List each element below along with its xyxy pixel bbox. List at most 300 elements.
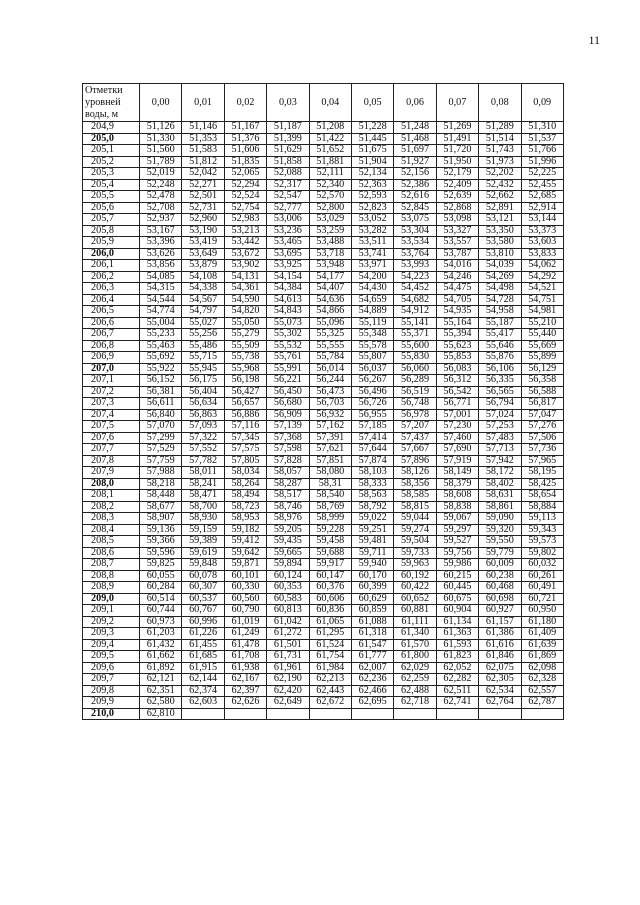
level-cell: 207,6 [83,432,140,444]
level-cell: 206,9 [83,352,140,364]
value-cell: 61,065 [309,616,351,628]
table-header-row [83,84,564,122]
table-row [83,317,564,329]
column-header: 0,07 [436,84,478,122]
value-cell: 55,715 [182,352,224,364]
value-cell: 52,111 [309,168,351,180]
value-cell: 57,483 [479,432,521,444]
value-cell: 60,744 [140,605,182,617]
value-cell: 54,292 [521,271,563,283]
value-cell: 51,208 [309,122,351,134]
table-row [83,547,564,559]
value-cell: 59,573 [521,536,563,548]
value-cell: 51,353 [182,133,224,145]
table-row [83,455,564,467]
value-cell: 60,330 [224,582,266,594]
value-cell: 60,192 [394,570,436,582]
value-cell: 62,259 [394,674,436,686]
value-cell: 61,938 [224,662,266,674]
level-cell: 205,6 [83,202,140,214]
value-cell: 58,563 [351,490,393,502]
value-cell: 62,603 [182,697,224,709]
value-cell: 57,162 [309,421,351,433]
value-cell: 62,374 [182,685,224,697]
value-cell: 54,567 [182,294,224,306]
value-cell: 57,874 [351,455,393,467]
value-cell: 53,764 [394,248,436,260]
value-cell: 56,404 [182,386,224,398]
value-cell: 58,241 [182,478,224,490]
value-cell: 54,797 [182,306,224,318]
level-cell: 206,3 [83,283,140,295]
value-cell: 52,845 [394,202,436,214]
value-cell: 53,718 [309,248,351,260]
value-cell: 54,935 [436,306,478,318]
value-cell: 57,644 [351,444,393,456]
value-cell: 54,958 [479,306,521,318]
value-cell [436,708,478,720]
value-cell: 60,836 [309,605,351,617]
value-cell: 59,688 [309,547,351,559]
value-cell: 57,965 [521,455,563,467]
value-cell: 52,891 [479,202,521,214]
value-cell: 57,001 [436,409,478,421]
value-cell: 61,593 [436,639,478,651]
value-cell: 61,685 [182,651,224,663]
value-cell: 54,981 [521,306,563,318]
value-cell: 62,167 [224,674,266,686]
value-cell: 56,703 [309,398,351,410]
value-cell: 51,720 [436,145,478,157]
value-cell: 59,848 [182,559,224,571]
value-cell: 55,348 [351,329,393,341]
value-cell: 57,276 [521,421,563,433]
value-cell: 56,680 [267,398,309,410]
value-cell: 56,542 [436,386,478,398]
level-cell: 208,3 [83,513,140,525]
value-cell: 55,853 [436,352,478,364]
value-cell [224,708,266,720]
value-cell: 62,007 [351,662,393,674]
value-cell: 52,386 [394,179,436,191]
value-cell: 56,450 [267,386,309,398]
value-cell: 54,774 [140,306,182,318]
value-cell: 62,557 [521,685,563,697]
value-cell: 56,726 [351,398,393,410]
value-cell: 58,011 [182,467,224,479]
column-header: 0,08 [479,84,521,122]
value-cell: 59,802 [521,547,563,559]
value-cell: 60,927 [479,605,521,617]
value-cell: 59,642 [224,547,266,559]
value-cell: 57,322 [182,432,224,444]
value-cell: 59,343 [521,524,563,536]
value-cell: 56,289 [394,375,436,387]
value-cell: 53,465 [267,237,309,249]
value-cell: 51,514 [479,133,521,145]
value-cell: 58,585 [394,490,436,502]
value-cell: 51,858 [267,156,309,168]
value-cell [479,708,521,720]
value-cell: 62,466 [351,685,393,697]
value-cell: 59,159 [182,524,224,536]
value-cell: 58,195 [521,467,563,479]
value-cell: 53,167 [140,225,182,237]
table-row [83,260,564,272]
value-cell: 60,950 [521,605,563,617]
value-cell: 54,108 [182,271,224,283]
value-cell: 57,896 [394,455,436,467]
level-cell: 207,3 [83,398,140,410]
value-cell: 56,932 [309,409,351,421]
value-cell: 56,267 [351,375,393,387]
value-cell: 60,675 [436,593,478,605]
value-cell: 61,088 [351,616,393,628]
value-cell: 54,866 [309,306,351,318]
value-cell: 51,927 [394,156,436,168]
value-cell: 53,488 [309,237,351,249]
table-row [83,375,564,387]
value-cell: 60,698 [479,593,521,605]
value-cell: 54,039 [479,260,521,272]
value-cell: 60,537 [182,593,224,605]
value-cell: 61,226 [182,628,224,640]
value-cell: 61,524 [309,639,351,651]
value-cell: 62,351 [140,685,182,697]
value-cell: 56,312 [436,375,478,387]
level-cell: 209,6 [83,662,140,674]
value-cell [309,708,351,720]
value-cell: 62,649 [267,697,309,709]
value-cell: 58,494 [224,490,266,502]
value-cell: 55,141 [394,317,436,329]
value-cell: 62,305 [479,674,521,686]
table-row [83,593,564,605]
value-cell: 59,044 [394,513,436,525]
value-cell: 59,550 [479,536,521,548]
value-cell: 53,304 [394,225,436,237]
level-cell: 206,8 [83,340,140,352]
value-cell: 55,991 [267,363,309,375]
value-cell: 53,259 [309,225,351,237]
value-cell: 52,455 [521,179,563,191]
value-cell: 62,029 [394,662,436,674]
table-row [83,605,564,617]
value-cell: 55,669 [521,340,563,352]
value-cell: 56,427 [224,386,266,398]
value-cell: 62,672 [309,697,351,709]
value-cell: 60,422 [394,582,436,594]
value-cell: 53,580 [479,237,521,249]
value-cell: 55,050 [224,317,266,329]
table-row [83,294,564,306]
table-row [83,340,564,352]
level-cell: 207,9 [83,467,140,479]
level-cell: 209,8 [83,685,140,697]
value-cell: 55,371 [394,329,436,341]
value-cell: 53,373 [521,225,563,237]
value-cell: 60,491 [521,582,563,594]
value-cell: 58,769 [309,501,351,513]
value-cell: 60,721 [521,593,563,605]
value-cell: 62,534 [479,685,521,697]
value-cell: 57,299 [140,432,182,444]
value-cell: 61,180 [521,616,563,628]
level-cell: 205,7 [83,214,140,226]
value-cell: 55,945 [182,363,224,375]
level-cell: 207,5 [83,421,140,433]
value-cell: 60,124 [267,570,309,582]
value-cell: 55,394 [436,329,478,341]
table-row [83,329,564,341]
level-cell: 206,4 [83,294,140,306]
value-cell: 52,983 [224,214,266,226]
value-cell: 59,022 [351,513,393,525]
level-cell: 205,3 [83,168,140,180]
value-cell: 62,236 [351,674,393,686]
value-cell: 59,136 [140,524,182,536]
value-cell: 56,886 [224,409,266,421]
value-cell: 51,422 [309,133,351,145]
value-cell: 59,090 [479,513,521,525]
value-cell: 55,578 [351,340,393,352]
value-cell: 51,789 [140,156,182,168]
value-cell: 52,937 [140,214,182,226]
table-row [83,214,564,226]
value-cell: 58,861 [479,501,521,513]
value-cell: 51,743 [479,145,521,157]
value-cell: 52,524 [224,191,266,203]
value-cell: 58,700 [182,501,224,513]
table-row [83,708,564,720]
value-cell: 53,787 [436,248,478,260]
value-cell: 54,682 [394,294,436,306]
value-cell: 62,626 [224,697,266,709]
level-cell: 207,2 [83,386,140,398]
value-cell: 60,009 [479,559,521,571]
value-cell: 54,544 [140,294,182,306]
value-cell: 56,771 [436,398,478,410]
value-cell: 56,657 [224,398,266,410]
table-row [83,524,564,536]
value-cell: 55,187 [479,317,521,329]
value-cell: 54,843 [267,306,309,318]
value-cell: 60,284 [140,582,182,594]
value-cell: 51,996 [521,156,563,168]
value-cell: 52,731 [182,202,224,214]
value-cell: 55,164 [436,317,478,329]
value-cell: 55,486 [182,340,224,352]
value-cell: 59,251 [351,524,393,536]
value-cell: 57,529 [140,444,182,456]
value-cell: 53,327 [436,225,478,237]
value-cell: 60,399 [351,582,393,594]
value-cell: 56,473 [309,386,351,398]
value-cell: 57,851 [309,455,351,467]
value-cell: 54,728 [479,294,521,306]
value-cell: 52,363 [351,179,393,191]
value-cell: 53,695 [267,248,309,260]
value-cell: 52,800 [309,202,351,214]
value-cell: 52,317 [267,179,309,191]
value-cell: 55,532 [267,340,309,352]
value-cell: 52,593 [351,191,393,203]
value-cell: 55,784 [309,352,351,364]
value-cell: 61,340 [394,628,436,640]
table-row [83,248,564,260]
value-cell: 60,767 [182,605,224,617]
value-cell: 58,333 [351,478,393,490]
value-cell: 59,733 [394,547,436,559]
value-cell: 57,047 [521,409,563,421]
value-cell: 60,147 [309,570,351,582]
value-cell: 59,711 [351,547,393,559]
value-cell: 53,511 [351,237,393,249]
level-cell: 208,2 [83,501,140,513]
value-cell: 58,723 [224,501,266,513]
table-row [83,283,564,295]
value-cell: 60,445 [436,582,478,594]
value-cell: 57,942 [479,455,521,467]
level-cell: 204,9 [83,122,140,134]
value-cell: 59,756 [436,547,478,559]
value-cell: 51,560 [140,145,182,157]
value-cell: 54,636 [309,294,351,306]
value-cell: 55,646 [479,340,521,352]
level-cell: 205,5 [83,191,140,203]
value-cell: 53,350 [479,225,521,237]
value-cell: 57,253 [479,421,521,433]
value-cell: 51,881 [309,156,351,168]
value-cell: 57,782 [182,455,224,467]
value-cell: 60,078 [182,570,224,582]
value-cell: 61,295 [309,628,351,640]
value-cell: 61,961 [267,662,309,674]
value-cell: 52,960 [182,214,224,226]
value-cell: 58,654 [521,490,563,502]
value-cell: 53,213 [224,225,266,237]
value-cell: 54,384 [267,283,309,295]
value-cell: 58,425 [521,478,563,490]
table-row [83,306,564,318]
value-cell: 58,379 [436,478,478,490]
level-cell: 208,6 [83,547,140,559]
value-cell: 51,697 [394,145,436,157]
value-cell: 58,218 [140,478,182,490]
value-cell: 56,037 [351,363,393,375]
value-cell: 54,407 [309,283,351,295]
value-cell: 59,940 [351,559,393,571]
value-cell: 56,358 [521,375,563,387]
level-cell: 208,4 [83,524,140,536]
value-cell: 52,501 [182,191,224,203]
value-cell: 55,279 [224,329,266,341]
value-cell: 53,052 [351,214,393,226]
value-cell: 53,741 [351,248,393,260]
value-cell: 54,521 [521,283,563,295]
value-cell: 61,432 [140,639,182,651]
value-cell: 58,356 [394,478,436,490]
value-cell: 61,318 [351,628,393,640]
value-cell: 60,583 [267,593,309,605]
value-cell: 61,754 [309,651,351,663]
value-cell: 55,509 [224,340,266,352]
table-row [83,513,564,525]
value-cell: 54,016 [436,260,478,272]
page-number: 11 [588,33,600,47]
value-cell: 62,144 [182,674,224,686]
value-cell: 52,432 [479,179,521,191]
value-cell: 54,705 [436,294,478,306]
value-cell: 58,149 [436,467,478,479]
value-cell: 57,230 [436,421,478,433]
value-cell: 58,448 [140,490,182,502]
value-cell: 59,320 [479,524,521,536]
table-row [83,352,564,364]
value-cell: 57,575 [224,444,266,456]
value-cell: 60,307 [182,582,224,594]
value-cell: 52,042 [182,168,224,180]
value-cell: 53,810 [479,248,521,260]
column-header: 0,02 [224,84,266,122]
value-cell: 57,506 [521,432,563,444]
value-cell: 61,203 [140,628,182,640]
value-cell: 56,175 [182,375,224,387]
value-cell: 62,810 [140,708,182,720]
table-row [83,467,564,479]
value-cell: 60,790 [224,605,266,617]
value-cell: 51,376 [224,133,266,145]
value-cell: 52,271 [182,179,224,191]
value-cell: 54,246 [436,271,478,283]
value-cell: 57,667 [394,444,436,456]
value-cell: 61,639 [521,639,563,651]
value-cell: 54,889 [351,306,393,318]
value-cell: 62,488 [394,685,436,697]
value-cell: 62,190 [267,674,309,686]
value-cell: 51,606 [224,145,266,157]
table-row [83,501,564,513]
value-cell: 52,065 [224,168,266,180]
table-row [83,237,564,249]
value-cell: 59,366 [140,536,182,548]
value-cell: 57,368 [267,432,309,444]
value-cell: 57,207 [394,421,436,433]
value-cell: 57,460 [436,432,478,444]
table-row [83,536,564,548]
value-cell: 60,904 [436,605,478,617]
level-cell: 206,7 [83,329,140,341]
column-header: 0,04 [309,84,351,122]
value-cell: 57,736 [521,444,563,456]
value-cell: 54,659 [351,294,393,306]
value-cell: 55,807 [351,352,393,364]
value-cell: 62,282 [436,674,478,686]
table-row [83,271,564,283]
value-cell: 52,409 [436,179,478,191]
value-cell: 56,198 [224,375,266,387]
value-cell: 53,121 [479,214,521,226]
value-cell: 61,272 [267,628,309,640]
column-header: 0,05 [351,84,393,122]
value-cell: 62,511 [436,685,478,697]
value-cell: 61,823 [436,651,478,663]
value-cell: 56,909 [267,409,309,421]
value-cell: 55,417 [479,329,521,341]
table-row [83,639,564,651]
value-cell: 61,892 [140,662,182,674]
value-cell: 57,552 [182,444,224,456]
